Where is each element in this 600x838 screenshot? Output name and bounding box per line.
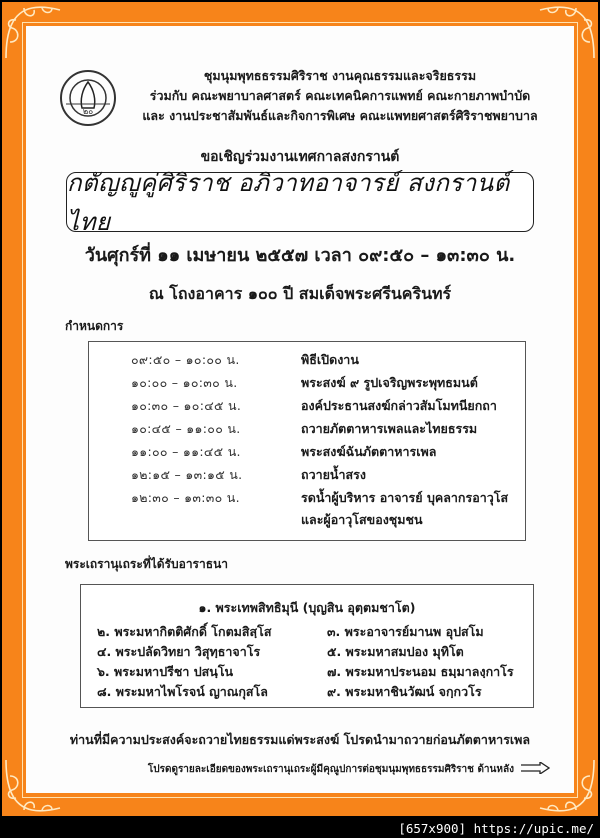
- schedule-row: [89, 463, 525, 486]
- monk-item: ๕. พระมหาสมปอง มุทิโต: [327, 644, 464, 659]
- schedule-time: ๐๙:๕๐ – ๑๐:๐๐ น.: [131, 351, 240, 367]
- monks-grid: [81, 622, 533, 702]
- back-page-note-text: โปรดดูรายละเอียดของพระเถรานุเถระผู้มีคุณูปการต่อชุมนุมพุทธธรรมศิริราช ด้านหลัง: [147, 764, 514, 775]
- schedule-time: ๑๒:๓๐ – ๑๓:๓๐ น.: [131, 489, 240, 505]
- monk-item: ๙. พระมหาชินวัฒน์ จกฺกวโร: [327, 684, 482, 699]
- schedule-event: องค์ประธานสงฆ์กล่าวสัมโมทนียกถา: [301, 397, 497, 413]
- schedule-event: และผู้อาวุโสของชุมชน: [301, 512, 423, 527]
- schedule-event: พิธีเปิดงาน: [301, 351, 359, 367]
- organizer-block: [120, 66, 560, 126]
- image-host-watermark: [657x900] https://upic.me/: [398, 821, 594, 836]
- schedule-time: ๑๑:๐๐ – ๑๑:๔๕ น.: [131, 443, 241, 459]
- event-venue: ณ โถงอาคาร ๑๐๐ ปี สมเด็จพระศรีนครินทร์: [148, 284, 452, 303]
- schedule-row-continuation: [89, 509, 525, 531]
- monk-item: ๔. พระปลัดวิทยา วิสุทฺธาจาโร: [97, 644, 261, 659]
- monk-item: ๒. พระมหากิตติศักดิ์ โกตมสิสฺโส: [97, 624, 272, 639]
- schedule-table: [88, 341, 526, 541]
- monk-item: ๖. พระมหาปรีชา ปสนฺโน: [97, 664, 234, 679]
- monks-heading: พระเถรานุเถระที่ได้รับอาราธนา: [65, 557, 229, 571]
- back-page-note: [148, 762, 550, 777]
- schedule-row: [89, 417, 525, 440]
- schedule-event: ถวายภัตตาหารเพลและไทยธรรม: [301, 420, 478, 436]
- schedule-event: พระสงฆ์ ๙ รูปเจริญพระพุทธมนต์: [301, 374, 478, 390]
- presiding-monk: ๑. พระเทพสิทธิมุนี (บุญสิน อุตฺตมชาโต): [198, 600, 416, 615]
- schedule-event: พระสงฆ์ฉันภัตตาหารเพล: [301, 443, 437, 459]
- schedule-time: ๑๒:๑๕ – ๑๓:๑๕ น.: [131, 466, 243, 482]
- organizer-line-3: และ งานประชาสัมพันธ์และกิจการพิเศษ คณะแพทยศาสตร์ศิริราชพยาบาล: [142, 108, 538, 123]
- schedule-event: ถวายน้ำสรง: [301, 466, 366, 482]
- svg-text:๒๐: ๒๐: [82, 107, 94, 116]
- arrow-right-icon: [520, 762, 550, 777]
- event-date-time: วันศุกร์ที่ ๑๑ เมษายน ๒๕๕๗ เวลา ๐๙:๕๐ – ๑๓:๓๐ น.: [84, 245, 516, 266]
- university-seal-icon: [58, 68, 118, 128]
- schedule-time: ๑๐:๓๐ – ๑๐:๔๕ น.: [131, 397, 242, 413]
- schedule-row: [89, 440, 525, 463]
- offering-notice: ท่านที่มีความประสงค์จะถวายไทยธรรมแด่พระสงฆ์ โปรดนำมาถวายก่อนภัตตาหารเพล: [69, 732, 531, 747]
- schedule-time: ๑๐:๐๐ – ๑๐:๓๐ น.: [131, 374, 238, 390]
- invitation-text: ขอเชิญร่วมงานเทศกาลสงกรานต์: [200, 149, 400, 165]
- schedule-row: [89, 371, 525, 394]
- organizer-line-2: ร่วมกับ คณะพยาบาลศาสตร์ คณะเทคนิคการแพทย์ คณะกายภาพบำบัด: [149, 88, 531, 103]
- event-title: กตัญญูคู่ศิริราช อภิวาทอาจารย์ สงกรานต์ไทย: [67, 169, 510, 236]
- event-title-box: [66, 169, 534, 236]
- schedule-row: [89, 486, 525, 509]
- schedule-event: รดน้ำผู้บริหาร อาจารย์ บุคลากรอาวุโส: [301, 489, 509, 505]
- monk-item: ๓. พระอาจารย์มานพ อุปสโม: [327, 624, 484, 639]
- schedule-row: [89, 394, 525, 417]
- schedule-row: [89, 348, 525, 371]
- organizer-line-1: ชุมนุมพุทธธรรมศิริราช งานคุณธรรมและจริยธรรม: [203, 68, 477, 83]
- monk-item: ๗. พระมหาประนอม ธมฺมาลงฺกาโร: [327, 664, 514, 679]
- schedule-heading: กำหนดการ: [65, 319, 124, 333]
- schedule-time: ๑๐:๔๕ – ๑๑:๐๐ น.: [131, 420, 241, 436]
- monk-item: ๘. พระมหาไพโรจน์ ญาณกุสโล: [97, 684, 268, 699]
- monks-list-box: [80, 584, 534, 708]
